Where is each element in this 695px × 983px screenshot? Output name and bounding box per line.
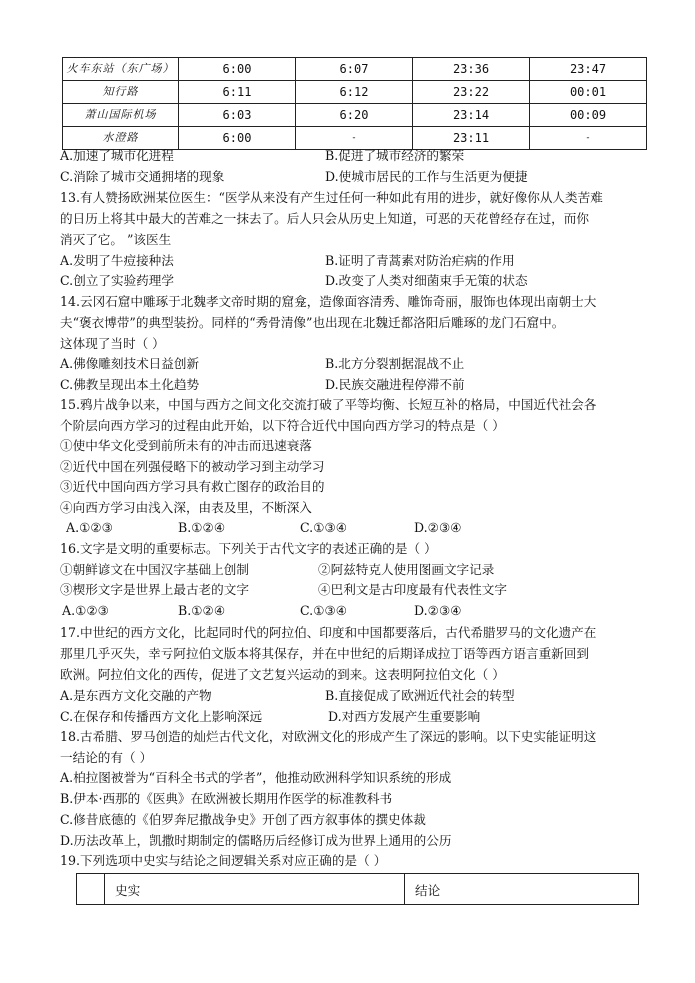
- time-cell: 6:20: [296, 104, 413, 127]
- q18-stem-line: 18.古希腊、罗马创造的灿烂古代文化，对欧洲文化的形成产生了深远的影响。以下史实能证明这: [60, 729, 597, 744]
- time-cell: 6:00: [179, 127, 296, 150]
- q16-option-b: B.①②④: [178, 603, 226, 618]
- q13-stem-line: 消灭了它。 ”该医生: [60, 232, 172, 247]
- q14-option-a: A.佛像雕刻技术日益创新: [60, 356, 200, 371]
- q17-stem-line: 欧洲。阿拉伯文化的西传，促进了文艺复兴运动的到来。这表明阿拉伯文化（ ）: [60, 667, 505, 682]
- q17-stem-line: 17.中世纪的西方文化，比起同时代的阿拉伯、印度和中国都要落后，古代希腊罗马的文化遗产在: [60, 625, 597, 640]
- q13-stem-line: 13.有人赞扬欧洲某位医生：“医学从来没有产生过任何一种如此有用的进步，就好像你从人类苦难: [60, 190, 603, 205]
- q17-option-d: D.对西方发展产生重要影响: [328, 709, 481, 724]
- q14-stem-line: 这体现了当时（ ）: [60, 336, 165, 351]
- q16-statement: ④巴利文是古印度最有代表性文字: [318, 582, 507, 597]
- q12-option-c: C.消除了城市交通拥堵的现象: [60, 169, 225, 184]
- q13-option-c: C.创立了实验药理学: [60, 273, 174, 288]
- q13-option-d: D.改变了人类对细菌束手无策的状态: [325, 273, 528, 288]
- station-name: 火车东站（东广场）: [63, 58, 179, 81]
- q15-statement: ②近代中国在列强侵略下的被动学习到主动学习: [60, 459, 325, 474]
- q15-stem-line: 个阶层向西方学习的过程由此开始，以下符合近代中国向西方学习的特点是（ ）: [60, 418, 505, 433]
- table-row: [63, 58, 647, 81]
- q16-statement: ③楔形文字是世界上最古老的文字: [60, 582, 249, 597]
- q17-stem-line: 那里几乎灭失，幸亏阿拉伯文版本将其保存，并在中世纪的后期译成拉丁语等西方语言重新回到: [60, 646, 589, 661]
- station-name: 萧山国际机场: [63, 104, 179, 127]
- q15-stem-line: 15.鸦片战争以来，中国与西方之间文化交流打破了平等均衡、长短互补的格局，中国近代社会各: [60, 397, 597, 412]
- q14-stem-line: 夫“褒衣博带”的典型装扮。同样的“秀骨清像”也出现在北魏迁都洛阳后雕琢的龙门石窟中。: [60, 315, 565, 330]
- q16-stem-line: 16.文字是文明的重要标志。下列关于古代文字的表述正确的是（ ）: [60, 541, 437, 556]
- time-cell: 6:11: [179, 81, 296, 104]
- time-cell: 23:22: [413, 81, 530, 104]
- q17-option-a: A.是东西方文化交融的产物: [60, 688, 212, 703]
- time-cell: 6:03: [179, 104, 296, 127]
- q15-options: [0, 518, 695, 538]
- table-cell: [77, 874, 105, 905]
- time-cell: 23:36: [413, 58, 530, 81]
- station-name: 知行路: [63, 81, 179, 104]
- time-cell: 23:14: [413, 104, 530, 127]
- time-cell: 6:12: [296, 81, 413, 104]
- time-cell: -: [530, 127, 647, 150]
- q18-option-b: B.伊本·西那的《医典》在欧洲被长期用作医学的标准教科书: [60, 791, 393, 806]
- time-cell: 23:11: [413, 127, 530, 150]
- q15-option-a: A.①②③: [66, 520, 113, 535]
- q15-option-d: D.②③④: [414, 520, 462, 535]
- table-row: [77, 874, 639, 905]
- q12-option-b: B.促进了城市经济的繁荣: [325, 148, 465, 163]
- q16-statement: ①朝鲜谚文在中国汉字基础上创制: [60, 562, 249, 577]
- q18-option-d: D.历法改革上，凯撒时期制定的儒略历后经修订成为世界上通用的公历: [60, 833, 452, 848]
- q15-option-c: C.①③④: [300, 520, 348, 535]
- q14-stem-line: 14.云冈石窟中雕琢于北魏孝文帝时期的窟龛，造像面容清秀、雕饰奇丽，服饰也体现出南朝士大: [60, 294, 597, 309]
- q15-statement: ③近代中国向西方学习具有救亡图存的政治目的: [60, 479, 325, 494]
- q13-option-a: A.发明了牛痘接种法: [60, 253, 174, 268]
- q14-option-d: D.民族交融进程停滞不前: [325, 377, 465, 392]
- time-cell: 23:47: [530, 58, 647, 81]
- q18-option-c: C.修昔底德的《伯罗奔尼撒战争史》开创了西方叙事体的撰史体裁: [60, 812, 426, 827]
- q16-option-a: A.①②③: [62, 603, 109, 618]
- time-cell: 6:07: [296, 58, 413, 81]
- time-cell: -: [296, 127, 413, 150]
- q14-option-c: C.佛教呈现出本土化趋势: [60, 377, 200, 392]
- q19-table: [76, 873, 639, 905]
- q17-option-c: C.在保存和传播西方文化上影响深远: [60, 709, 263, 724]
- q17-option-b: B.直接促成了欧洲近代社会的转型: [325, 688, 515, 703]
- table-row: [63, 81, 647, 104]
- station-name: 水澄路: [63, 127, 179, 150]
- q19-stem-line: 19.下列选项中史实与结论之间逻辑关系对应正确的是（ ）: [60, 853, 387, 868]
- q16-option-d: D.②③④: [414, 603, 462, 618]
- time-cell: 6:00: [179, 58, 296, 81]
- table-row: [63, 104, 647, 127]
- q14-option-b: B.北方分裂割据混战不止: [325, 356, 465, 371]
- q15-statement: ①使中华文化受到前所未有的冲击而迅速衰落: [60, 438, 312, 453]
- q12-option-d: D.使城市居民的工作与生活更为便捷: [325, 169, 528, 184]
- q13-stem-line: 的日历上将其中最大的苦难之一抹去了。后人只会从历史上知道，可恶的天花曾经存在过，而你: [60, 211, 589, 226]
- q16-option-c: C.①③④: [300, 603, 348, 618]
- q16-options: [0, 601, 695, 621]
- q15-statement: ④向西方学习由浅入深，由表及里，不断深入: [60, 500, 312, 515]
- q15-option-b: B.①②④: [178, 520, 226, 535]
- q19-header-facts: 史实: [105, 874, 405, 905]
- q13-option-b: B.证明了青蒿素对防治疟病的作用: [325, 253, 515, 268]
- q12-option-a: A.加速了城市化进程: [60, 148, 174, 163]
- q19-header-conclusion: 结论: [405, 874, 639, 905]
- time-cell: 00:01: [530, 81, 647, 104]
- subway-timetable: [62, 57, 647, 150]
- q18-option-a: A.柏拉图被誉为“百科全书式的学者”，他推动欧洲科学知识系统的形成: [60, 770, 452, 785]
- time-cell: 00:09: [530, 104, 647, 127]
- q16-statement: ②阿兹特克人使用图画文字记录: [318, 562, 495, 577]
- q18-stem-line: 一结论的有（ ）: [60, 750, 153, 765]
